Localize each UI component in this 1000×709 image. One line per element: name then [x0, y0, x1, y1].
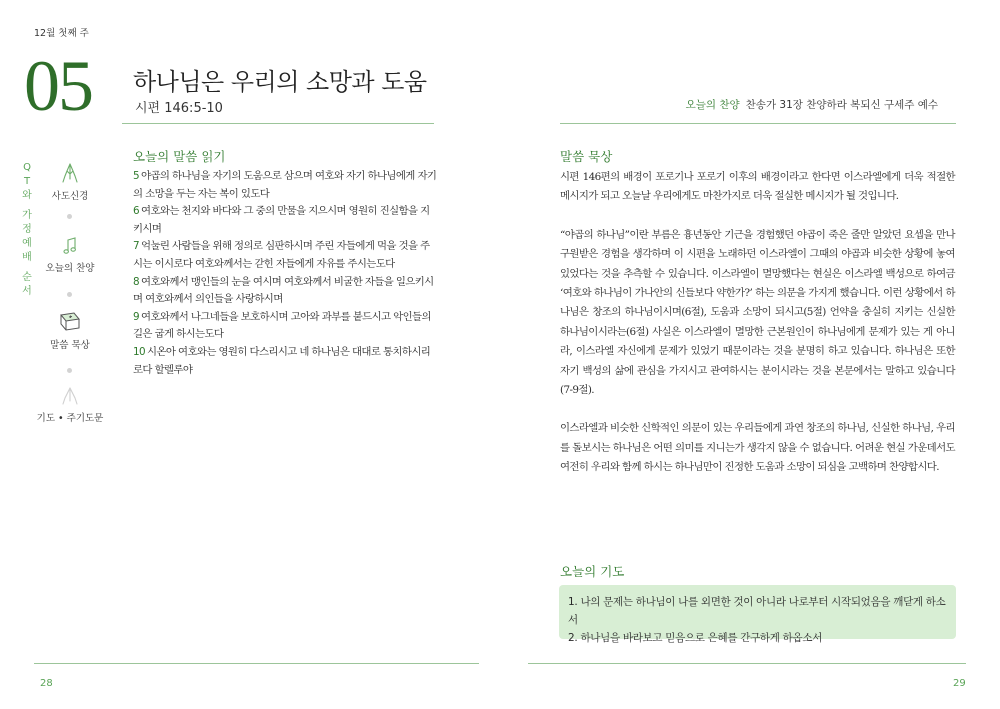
- side-nav-label: 오늘의 찬양: [45, 263, 95, 274]
- side-nav-label: 사도신경: [51, 191, 89, 202]
- page-number-right: 29: [953, 678, 966, 689]
- caption-char: 예: [22, 238, 32, 249]
- prayer-heading: 오늘의 기도: [560, 564, 625, 579]
- meditation-heading: 말씀 묵상: [560, 149, 613, 164]
- music-note-icon: [60, 236, 80, 256]
- side-nav-label: 말씀 묵상: [50, 340, 90, 351]
- reading-heading: 오늘의 말씀 읽기: [133, 149, 226, 164]
- hymn-label: 오늘의 찬양: [685, 99, 740, 111]
- caption-char: T: [23, 176, 31, 187]
- footer-divider: [34, 663, 479, 664]
- verse: [133, 344, 437, 379]
- scripture-reading: [133, 168, 437, 379]
- meditation-paragraph: 시편 146편의 배경이 포로기나 포로기 이후의 배경이라고 한다면 이스라엘에게 더욱 적절한 메시지가 되고 오늘날 우리에게도 마찬가지로 더욱 절실한 메시지가 될 것입니다.: [560, 171, 955, 203]
- verse-number: 6: [133, 205, 140, 218]
- verse-text: 여호와께서 맹인들의 눈을 여시며 여호와께서 비굴한 자들을 일으키시며 여호와께서 의인들을 사랑하시며: [133, 275, 434, 306]
- footer-divider: [528, 663, 966, 664]
- verse-text: 야곱의 하나님을 자기의 도움으로 삼으며 여호와 자기 하나님에게 자기의 소망을 두는 자는 복이 있도다: [133, 170, 437, 200]
- verse-number: 9: [133, 310, 140, 323]
- verse-text: 여호와는 천지와 바다와 그 중의 만물을 지으시며 영원히 진실함을 지키시며: [133, 205, 430, 235]
- page-number-left: 28: [40, 678, 53, 689]
- verse-number: 10: [133, 345, 146, 358]
- prayer-item: 2. 하나님을 바라보고 믿음으로 은혜를 간구하게 하옵소서: [568, 632, 823, 644]
- verse: [133, 168, 437, 203]
- verse-text: 시온아 여호와는 영원히 다스리시고 네 하나님은 대대로 통치하시리로다 할렐루야: [133, 345, 431, 376]
- caption-char: 순: [22, 272, 32, 283]
- meditation-body: [560, 168, 955, 497]
- header-divider: [560, 123, 956, 124]
- verse-number: 7: [133, 240, 140, 253]
- page-title: 하나님은 우리의 소망과 도움: [133, 68, 427, 96]
- side-nav-separator: [67, 214, 72, 219]
- day-number: 05: [24, 46, 92, 126]
- side-nav-todays-hymn: [32, 236, 108, 274]
- meditation-paragraph: “야곱의 하나님”이란 부름은 흉년동안 기근을 경험했던 야곱이 죽은 줄만 알았던 요셉을 만나 구원받은 경험을 생각하며 이 시편을 노래하던 이스라엘이 그때의 야곱과 비슷한 상황에 놓여 있었다는 것을 추측할 수 있습니다. 이스라엘이 멸망했다는 현실은 이스라엘 백성으로 하여금 ‘여호와 하나님이 가나안의 신들보다 약한가?’ 하는 의문을 가지게 했습니다. 이런 상황에서 하나님은 창조의 하나님이시며(6절), 도움과 소망이 되시고(5절) 언약을 충실히 지키는 신실한 하나님이시라는(6절) 사실은 이스라엘이 멸망한 근본원인이 하나님에게 문제가 있는 게 아니라, 이스라엘 자신에게 문제가 있었기 때문이라는 것을 분명히 하고 있습니다. 하나님은 또한 자기 백성의 삶에 관심을 가지시고 관여하시는 분이시라는 것을 본문에서는 말하고 있습니다(7-9절).: [560, 228, 955, 397]
- verse-number: 5: [133, 170, 140, 182]
- meditation-paragraph: 이스라엘과 비슷한 신학적인 의문이 있는 우리들에게 과연 창조의 하나님, 신실한 하나님, 우리를 돌보시는 하나님은 어떤 의미를 지니는가 생각지 않을 수 없습니다. 어려운 현실 가운데서도 여전히 우리와 함께 하시는 하나님만이 진정한 도움과 소망이 되심을 고백하며 찬양합시다.: [560, 422, 955, 474]
- side-nav-separator: [67, 368, 72, 373]
- week-label: 12월 첫째 주: [34, 28, 89, 39]
- title-divider: [122, 123, 434, 124]
- caption-char: Q: [23, 162, 31, 173]
- scripture-reference: 시편 146:5-10: [135, 101, 223, 116]
- verse: [133, 238, 437, 273]
- verse: [133, 309, 437, 344]
- prayer-box: [559, 585, 956, 644]
- side-nav-label: 기도 • 주기도문: [36, 413, 104, 424]
- bible-book-icon: [58, 311, 82, 333]
- side-nav-separator: [67, 292, 72, 297]
- caption-char: 서: [22, 286, 32, 297]
- side-nav-apostles-creed: [32, 162, 108, 202]
- caption-char: 가: [22, 210, 32, 221]
- praying-hands-icon: [59, 162, 81, 184]
- caption-char: 배: [22, 252, 32, 263]
- hymn-text: 찬송가 31장 찬양하라 복되신 구세주 예수: [745, 99, 938, 111]
- praying-hands-icon: [59, 386, 81, 406]
- caption-char: 와: [22, 190, 32, 201]
- verse-text: 여호와께서 나그네들을 보호하시며 고아와 과부를 붙드시고 악인들의 길은 굽게 하시는도다: [133, 310, 431, 341]
- side-nav-prayer: [32, 386, 108, 424]
- verse: [133, 274, 437, 309]
- side-nav-meditation: [32, 311, 108, 351]
- verse: [133, 203, 437, 238]
- prayer-item: 1. 나의 문제는 하나님이 나를 외면한 것이 아니라 나로부터 시작되었음을 깨닫게 하소서: [568, 596, 946, 626]
- verse-text: 억눌린 사람들을 위해 정의로 심판하시며 주린 자들에게 먹을 것을 주시는 이시로다 여호와께서는 갇힌 자들에게 자유를 주시는도다: [133, 240, 430, 270]
- verse-number: 8: [133, 275, 140, 288]
- caption-char: 정: [22, 224, 32, 235]
- todays-hymn: [686, 97, 938, 112]
